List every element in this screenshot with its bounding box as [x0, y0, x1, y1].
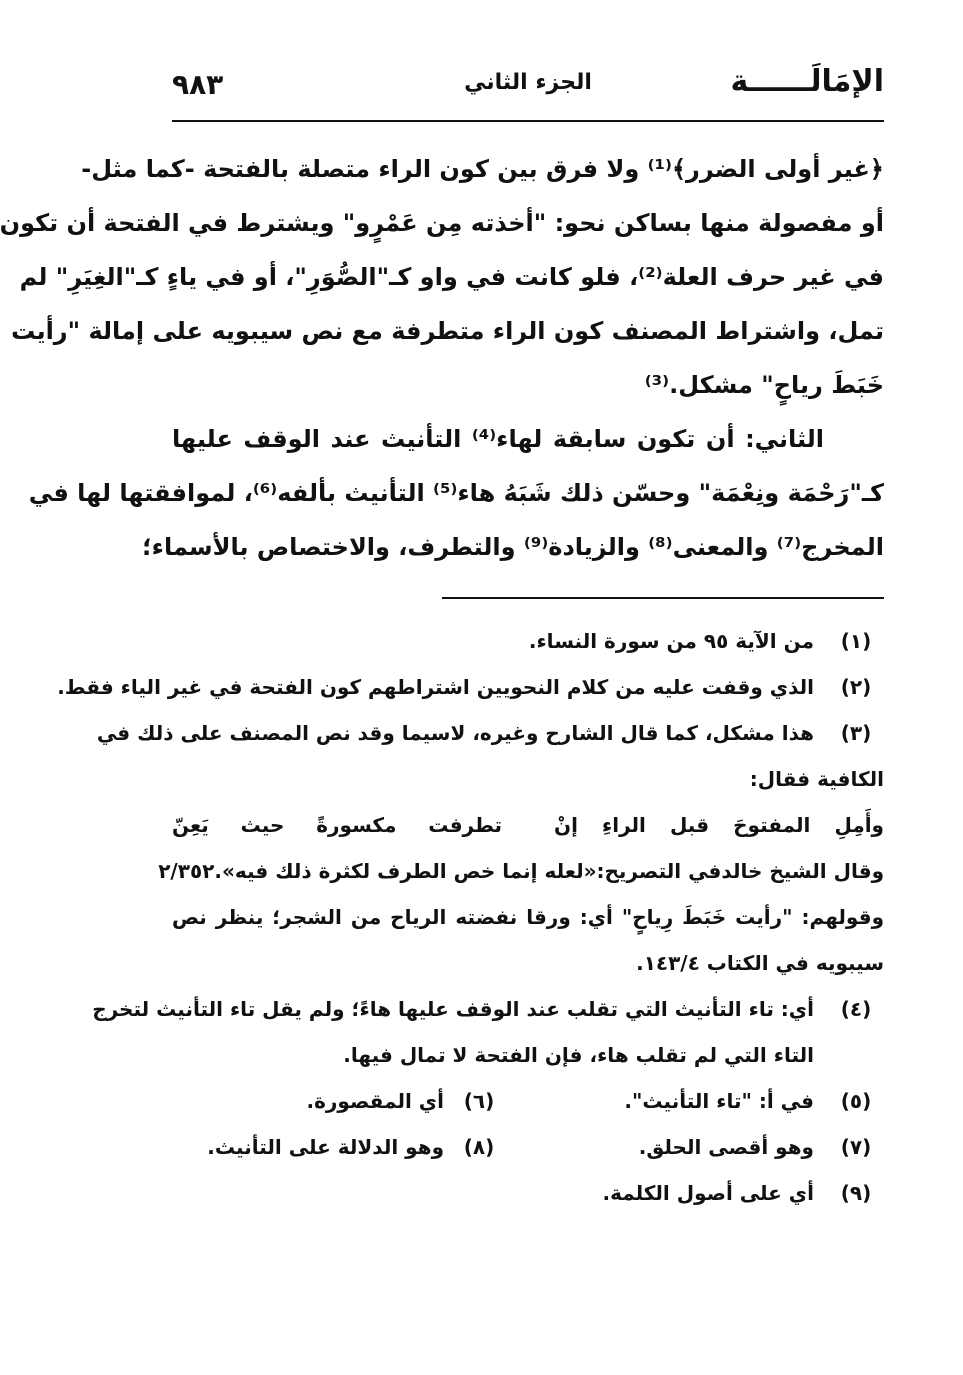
footnote-text: وهو أقصى الحلق.	[638, 1135, 814, 1159]
footnote-3	[96, 710, 884, 756]
footnote-text: الذي وقفت عليه من كلام النحويين اشتراطهم كون الفتحة في غير الياء فقط.	[57, 675, 814, 699]
footnote-number: (٩)	[840, 1181, 872, 1205]
footnote-number: (٥)	[840, 1089, 872, 1113]
footnote-3-cont	[172, 894, 884, 940]
footnote-3-cont	[172, 940, 884, 986]
footnote-3-cont	[172, 756, 884, 802]
footnote-text: سيبويه في الكتاب ١٤٣/٤.	[636, 951, 884, 975]
volume-label: الجزء الثاني	[464, 70, 592, 95]
text-line: ﴿غير أولى الضرر﴾⁽¹⁾ ولا فرق بين كون الراء متصلة بالفتحة -كما مثل-	[81, 155, 884, 183]
poetry-verse	[172, 802, 884, 848]
footnotes	[57, 618, 884, 1216]
footnote-separator	[442, 597, 884, 599]
footnote-4	[92, 986, 884, 1032]
footnote-text: أي: تاء التأنيث التي تقلب عند الوقف عليها هاءً؛ ولم يقل تاء التأنيث لتخرج	[92, 997, 814, 1021]
footnote-9	[172, 1170, 884, 1216]
footnote-3-cont	[158, 848, 884, 894]
footnote-text: في أ: "تاء التأنيث".	[624, 1089, 814, 1113]
verse-second-hemistich: تطرفت مكسورةً حيث يَعِنّ	[172, 813, 502, 837]
footnote-2	[57, 664, 884, 710]
footnote-1	[172, 618, 884, 664]
text-line: أو مفصولة منها بساكن نحو: "أخذته مِن عَمْرٍو" ويشترط في الفتحة أن تكون	[0, 209, 884, 237]
text-line: خَبَطَ رياحٍ" مشكل.⁽³⁾	[644, 371, 884, 399]
page-number: ٩٨٣	[172, 68, 224, 101]
footnote-text: التاء التي لم تقلب هاء، فإن الفتحة لا تمال فيها.	[343, 1043, 814, 1067]
header-divider	[172, 120, 884, 122]
footnote-number: (٨)	[463, 1135, 495, 1159]
footnote-number: (٦)	[463, 1089, 495, 1113]
footnote-text: هذا مشكل، كما قال الشارح وغيره، لاسيما وقد نص المصنف على ذلك في	[96, 721, 814, 745]
footnote-text: وهو الدلالة على التأنيث.	[207, 1135, 444, 1159]
chapter-title: الإمَالَــــــة	[730, 64, 884, 99]
footnote-text: أي على أصول الكلمة.	[602, 1181, 814, 1205]
footnote-text: وقولهم: "رأيت خَبَطَ رِياحٍ" أي: ورقا نفضته الرياح من الشجر؛ ينظر نص	[172, 905, 884, 929]
footnote-4-cont	[172, 1032, 884, 1078]
footnote-number: (٤)	[840, 997, 872, 1021]
text-line: تمل، واشتراط المصنف كون الراء متطرفة مع نص سيبويه على إمالة "رأيت	[11, 317, 884, 345]
footnote-number: (٧)	[840, 1135, 872, 1159]
text-line: في غير حرف العلة⁽²⁾، فلو كانت في واو كـ"الصُّوَرِ"، أو في ياءٍ كـ"الغِيَرِ" لم	[19, 263, 884, 291]
verse-first-hemistich: وأَمِلِ المفتوحَ قبل الراءِ إنْ	[554, 813, 884, 837]
text-line: الثاني: أن تكون سابقة لهاء⁽⁴⁾ التأنيث عند الوقف عليها	[172, 425, 825, 453]
footnotes-7-8	[172, 1124, 884, 1170]
footnotes-5-6	[172, 1078, 884, 1124]
footnote-text: من الآية ٩٥ من سورة النساء.	[528, 629, 814, 653]
main-text	[0, 142, 884, 574]
page-header	[172, 60, 884, 110]
text-line: المخرج⁽⁷⁾ والمعنى⁽⁸⁾ والزيادة⁽⁹⁾ والتطرف، والاختصاص بالأسماء؛	[142, 533, 884, 561]
footnote-text: وقال الشيخ خالدفي التصريح:«لعله إنما خص الطرف لكثرة ذلك فيه».٢/٣٥٢	[158, 859, 884, 883]
footnote-number: (٣)	[840, 721, 872, 745]
footnote-number: (١)	[840, 629, 872, 653]
footnote-text: الكافية فقال:	[749, 767, 884, 791]
footnote-number: (٢)	[840, 675, 872, 699]
footnote-text: أي المقصورة.	[306, 1089, 444, 1113]
text-line: كـ"رَحْمَة ونِعْمَة" وحسّن ذلك شَبَهُ هاء⁽⁵⁾ التأنيث بألفه⁽⁶⁾، لموافقتها لها في	[28, 479, 884, 507]
